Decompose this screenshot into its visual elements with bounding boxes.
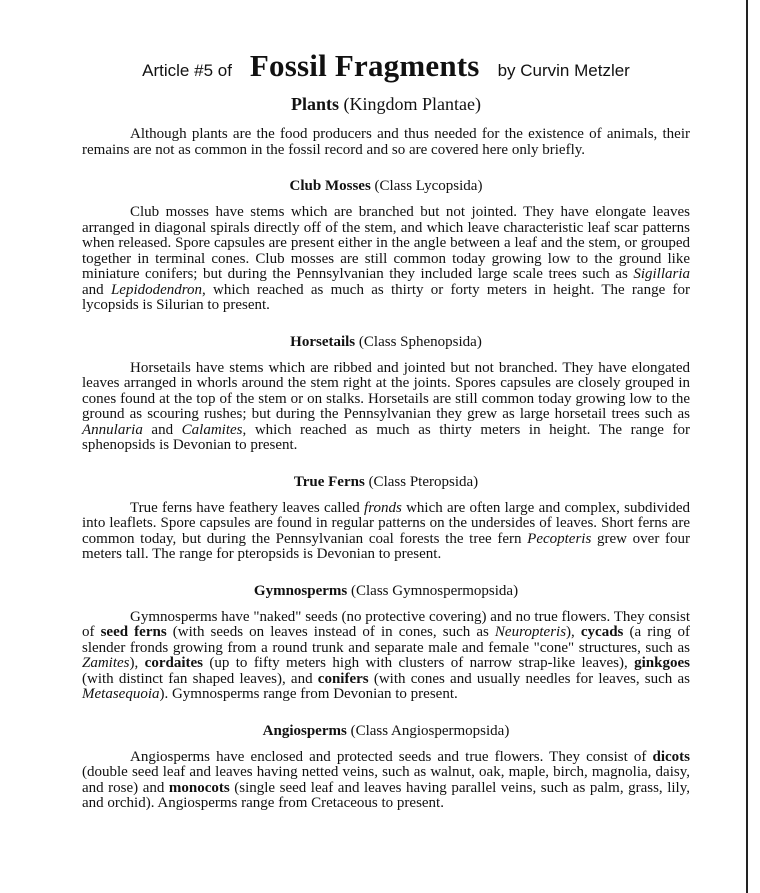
section-paragraph <box>82 501 690 563</box>
article-header <box>82 48 690 84</box>
article-number: Article #5 of <box>142 61 232 80</box>
section-class: (Class Lycopsida) <box>374 178 483 194</box>
intro-paragraph: Although plants are the food producers and thus needed for the existence of animals, their remains are not as common in the fossil record and so are covered here only briefly. <box>82 126 690 158</box>
article <box>82 48 690 832</box>
text-run: ), <box>129 655 145 671</box>
bold-term: cycads <box>580 624 624 640</box>
italic-term: Pecopteris <box>527 530 592 547</box>
text-run: (double seed leaf and leaves having netted veins, such as walnut, oak, maple, birch, magnolia, daisy, and rose) and <box>82 764 690 796</box>
section-paragraph <box>82 205 690 314</box>
text-run: , which reached as much as thirty or forty meters in height. The range for lycopsids is Silurian to present. <box>82 281 690 313</box>
text-run: Angiosperms have enclosed and protected seeds and true flowers. They consist of <box>130 748 653 765</box>
italic-term: Neuropteris <box>494 624 567 640</box>
article-author: by Curvin Metzler <box>497 61 630 80</box>
section-name: Club Mosses <box>289 178 371 194</box>
text-run: (with seeds on leaves instead of in cones, such as <box>166 624 495 640</box>
section-true-ferns <box>82 474 690 563</box>
section-name: True Ferns <box>293 473 365 490</box>
kingdom-name: Plants <box>291 94 340 114</box>
italic-term: fronds <box>364 499 402 516</box>
article-title: Fossil Fragments <box>249 48 480 83</box>
section-name: Gymnosperms <box>253 582 348 599</box>
section-class: (Class Sphenopsida) <box>358 333 482 350</box>
text-run: which are often large and complex, subdivided into leaflets. Spore capsules are found in regular patterns on the undersides of leaves. Short ferns are common today, but during the Pennsylvanian coal forests the tree fern <box>82 499 690 547</box>
text-run: (with cones and usually needles for leaves, such as <box>368 670 690 687</box>
section-heading <box>82 583 690 600</box>
section-club-mosses <box>82 178 690 314</box>
section-class: (Class Pteropsida) <box>368 473 479 490</box>
italic-term: Calamites <box>181 421 243 438</box>
italic-term: Metasequoia <box>82 686 160 702</box>
text-run: True ferns have feathery leaves called <box>130 499 365 516</box>
text-run: (a ring of slender fronds growing from a round trunk and separate male and female "cone" structures, such as <box>82 624 690 656</box>
section-angiosperms <box>82 723 690 812</box>
bold-term: conifers <box>317 670 369 687</box>
section-heading <box>82 474 690 491</box>
text-run: and <box>82 281 111 298</box>
text-run: (single seed leaf and leaves having parallel veins, such as palm, grass, lily, and orchid). Angiosperms range from Cretaceous to present. <box>82 779 690 811</box>
kingdom-heading <box>82 94 690 115</box>
bold-term: ginkgoes <box>634 655 690 671</box>
bold-term: seed ferns <box>100 624 167 640</box>
text-run: and <box>142 421 182 438</box>
text-run: (up to fifty meters high with clusters of narrow strap-like leaves), <box>202 655 635 671</box>
text-run: grew over four meters tall. The range for pteropsids is Devonian to present. <box>82 530 690 562</box>
section-class: (Class Gymnospermopsida) <box>351 582 519 599</box>
text-run: (with distinct fan shaped leaves), and <box>82 670 318 687</box>
text-run: Horsetails have stems which are ribbed and jointed but not branched. They have elongated leaves arranged in whorls around the stem right at the joints. Spores capsules are closely grouped in cones found at the top of the stem or on stalks. Horsetails are still common today growing low to the ground as scouring rushes; but during the Pennsylvanian they grew as large horsetail trees such as <box>82 359 690 422</box>
section-paragraph <box>82 610 690 703</box>
text-run: Club mosses have stems which are branched but not jointed. They have elongate leaves arranged in diagonal spirals directly off of the stem, and which leave characteristic leaf scar patterns when released. Spore capsules are present either in the angle between a leaf and the stem, or grouped together in terminal cones. Club mosses are still common today growing low to the ground like miniature conifers; but during the Pennsylvanian they included large scale trees such as <box>82 204 690 282</box>
section-class: (Class Angiospermopsida) <box>350 722 510 739</box>
italic-term: Annularia <box>82 421 143 438</box>
section-name: Angiosperms <box>262 722 347 739</box>
section-heading <box>82 178 690 195</box>
text-run: ), <box>566 624 581 640</box>
section-paragraph <box>82 750 690 812</box>
section-heading <box>82 723 690 740</box>
text-run: ). Gymnosperms range from Devonian to present. <box>159 686 458 702</box>
italic-term: Lepidodendron <box>110 281 203 298</box>
section-horsetails <box>82 334 690 454</box>
section-gymnosperms <box>82 583 690 703</box>
bold-term: dicots <box>652 748 690 765</box>
text-run: Gymnosperms have "naked" seeds (no protective covering) and no true flowers. They consist of <box>82 608 690 640</box>
italic-term: Sigillaria <box>633 266 690 282</box>
section-heading <box>82 334 690 351</box>
italic-term: Zamites <box>82 655 130 671</box>
section-name: Horsetails <box>290 333 356 350</box>
text-run: , which reached as much as thirty meters in height. The range for sphenopsids is Devonian to present. <box>82 421 690 453</box>
kingdom-class: (Kingdom Plantae) <box>343 94 481 114</box>
section-paragraph <box>82 361 690 454</box>
bold-term: cordaites <box>144 655 203 671</box>
page-edge-line <box>746 0 748 893</box>
bold-term: monocots <box>168 779 230 796</box>
